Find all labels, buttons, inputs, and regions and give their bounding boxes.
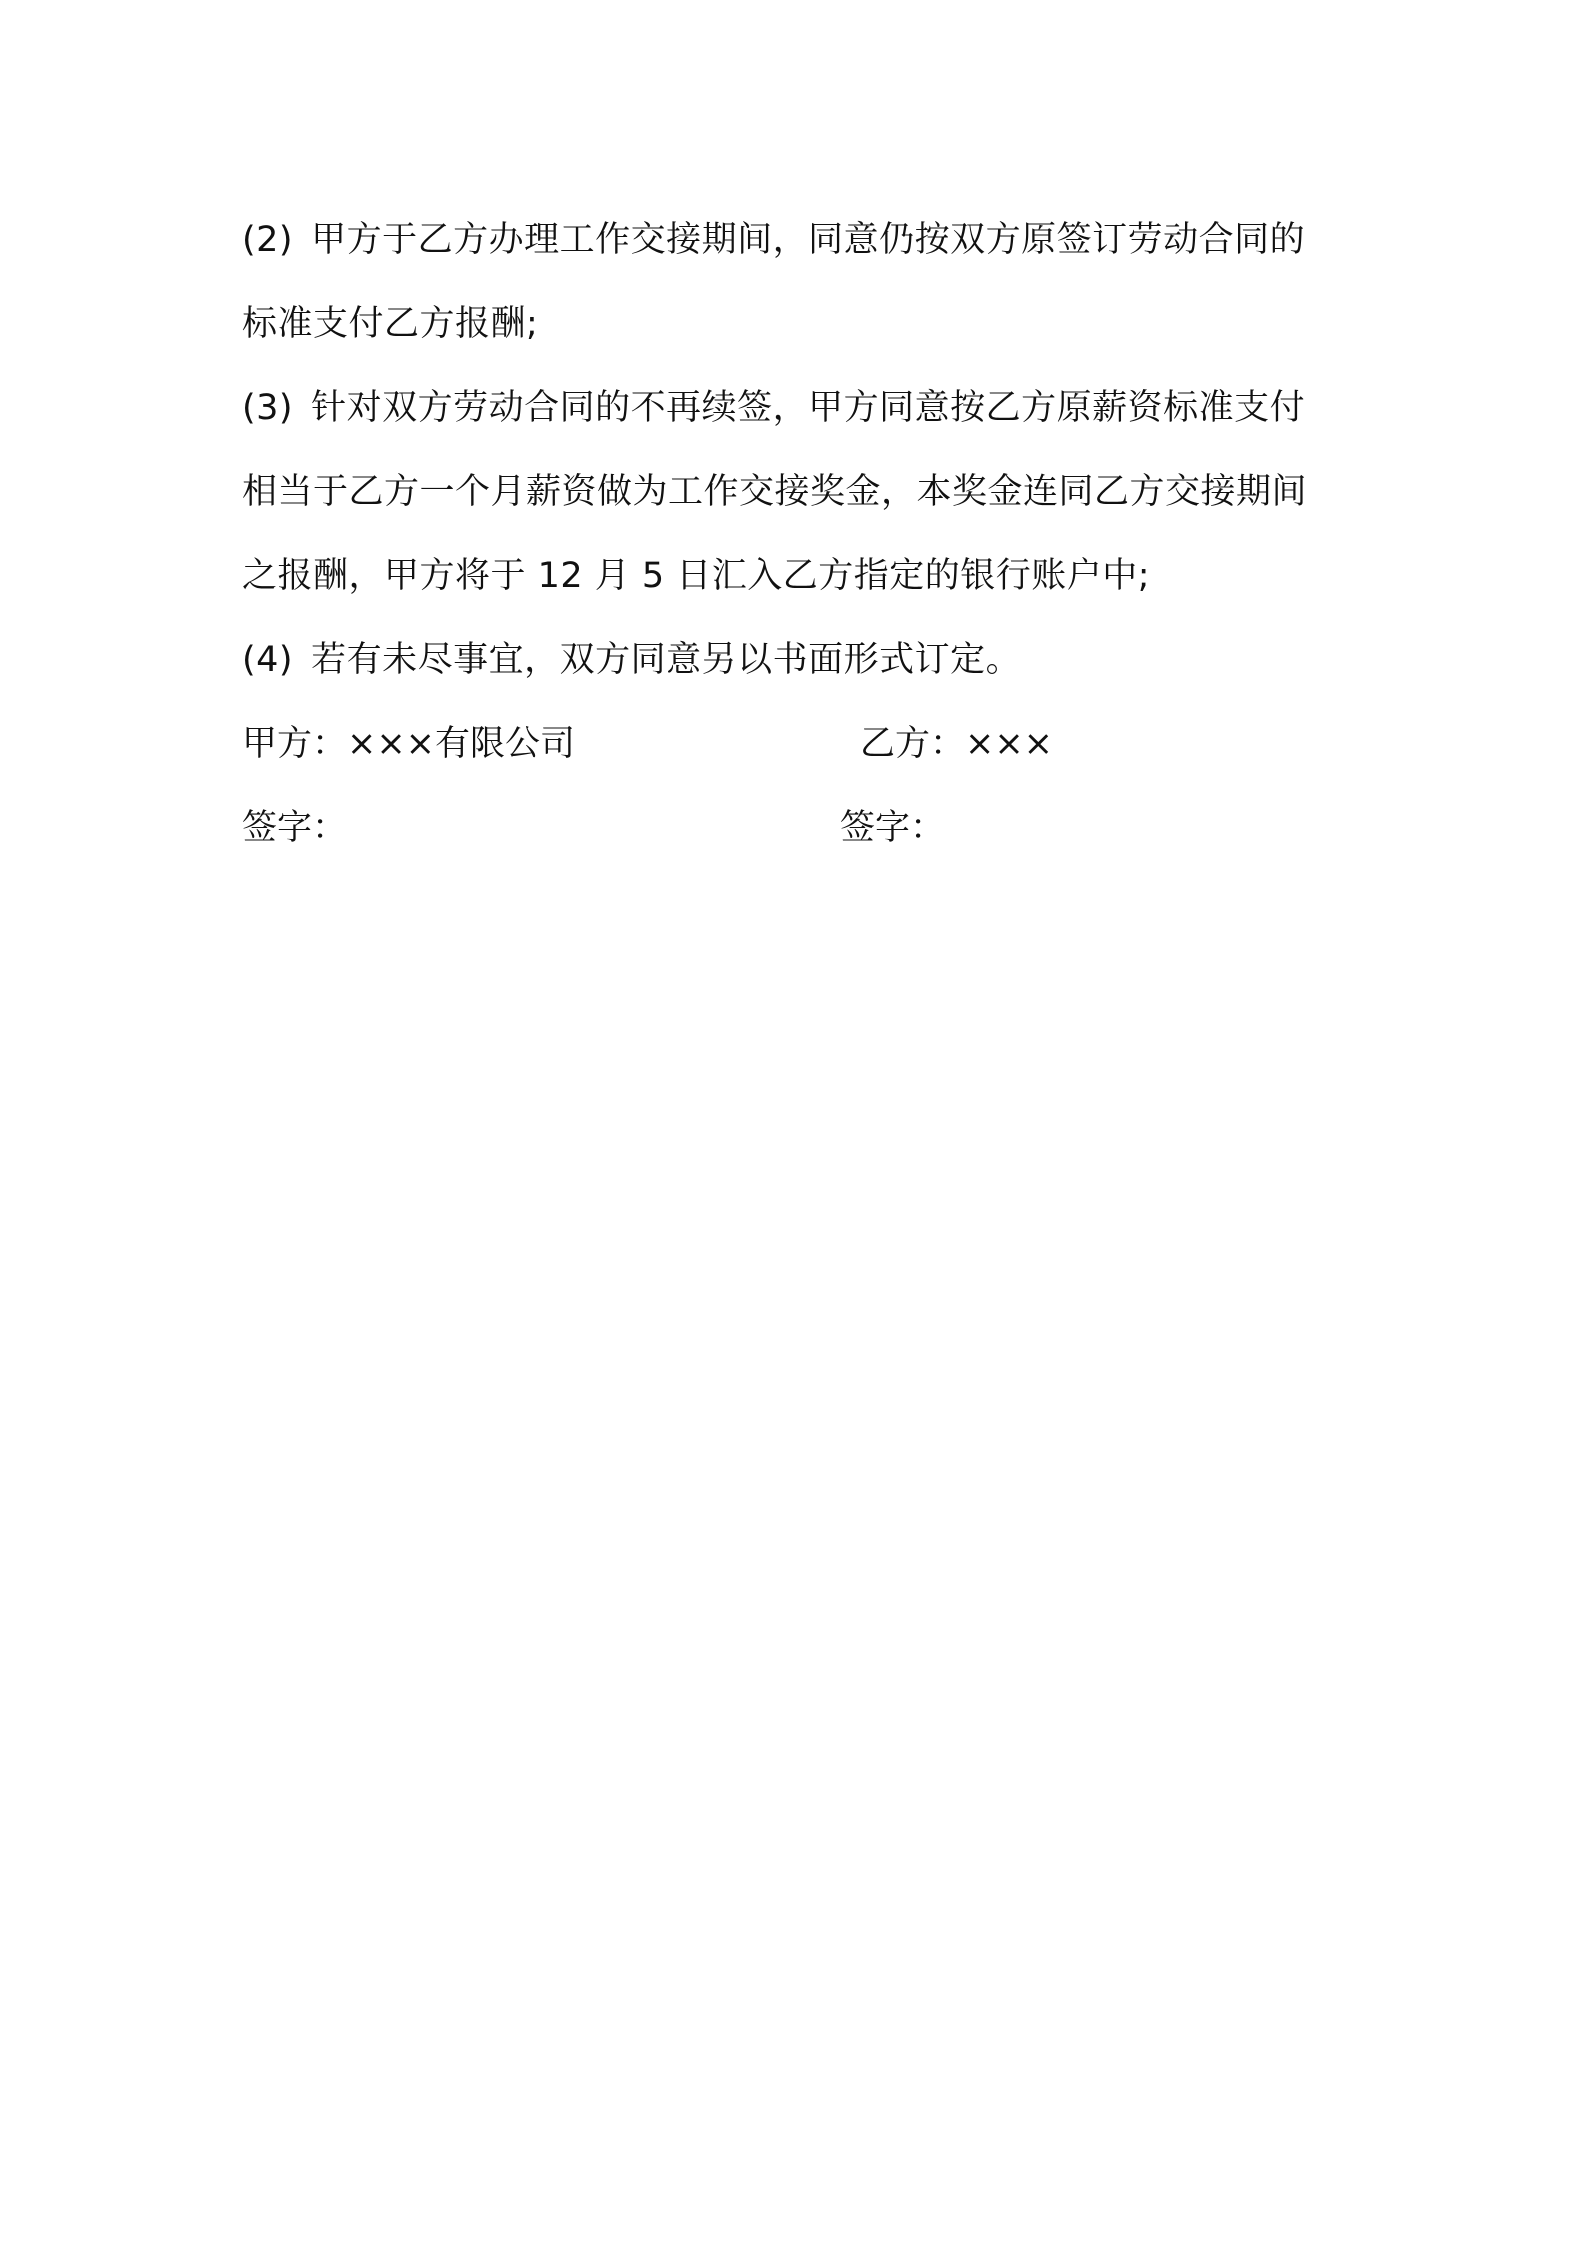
clause-3-line-1 bbox=[242, 366, 1362, 450]
clause-3-number: (3) bbox=[242, 388, 294, 428]
clause-3-line-3 bbox=[242, 534, 1362, 618]
signature-row bbox=[242, 786, 1362, 870]
clause-4-number: (4) bbox=[242, 640, 294, 680]
clause-2-text-2: 标准支付乙方报酬; bbox=[242, 304, 539, 344]
contract-body bbox=[242, 198, 1362, 702]
clause-2-line-1 bbox=[242, 198, 1362, 282]
clause-3-text-1: 针对双方劳动合同的不再续签，甲方同意按乙方原薪资标准支付 bbox=[311, 388, 1306, 428]
clause-3-text-2: 相当于乙方一个月薪资做为工作交接奖金，本奖金连同乙方交接期间 bbox=[242, 472, 1308, 512]
clause-4-text-1: 若有未尽事宜，双方同意另以书面形式订定。 bbox=[311, 640, 1022, 680]
clause-3-text-3: 之报酬，甲方将于 12 月 5 日汇入乙方指定的银行账户中; bbox=[242, 556, 1151, 596]
party-a-name: 甲方：×××有限公司 bbox=[242, 724, 575, 764]
party-a-signature-label: 签字： bbox=[242, 808, 348, 848]
clause-2-line-2 bbox=[242, 282, 1362, 366]
party-b-name: 乙方：××× bbox=[860, 724, 1053, 764]
clause-3-line-2 bbox=[242, 450, 1362, 534]
clause-2-text-1: 甲方于乙方办理工作交接期间，同意仍按双方原签订劳动合同的 bbox=[311, 220, 1306, 260]
clause-2-number: (2) bbox=[242, 220, 294, 260]
party-b-signature-label: 签字： bbox=[840, 808, 946, 848]
party-row bbox=[242, 702, 1362, 786]
clause-4-line-1 bbox=[242, 618, 1362, 702]
